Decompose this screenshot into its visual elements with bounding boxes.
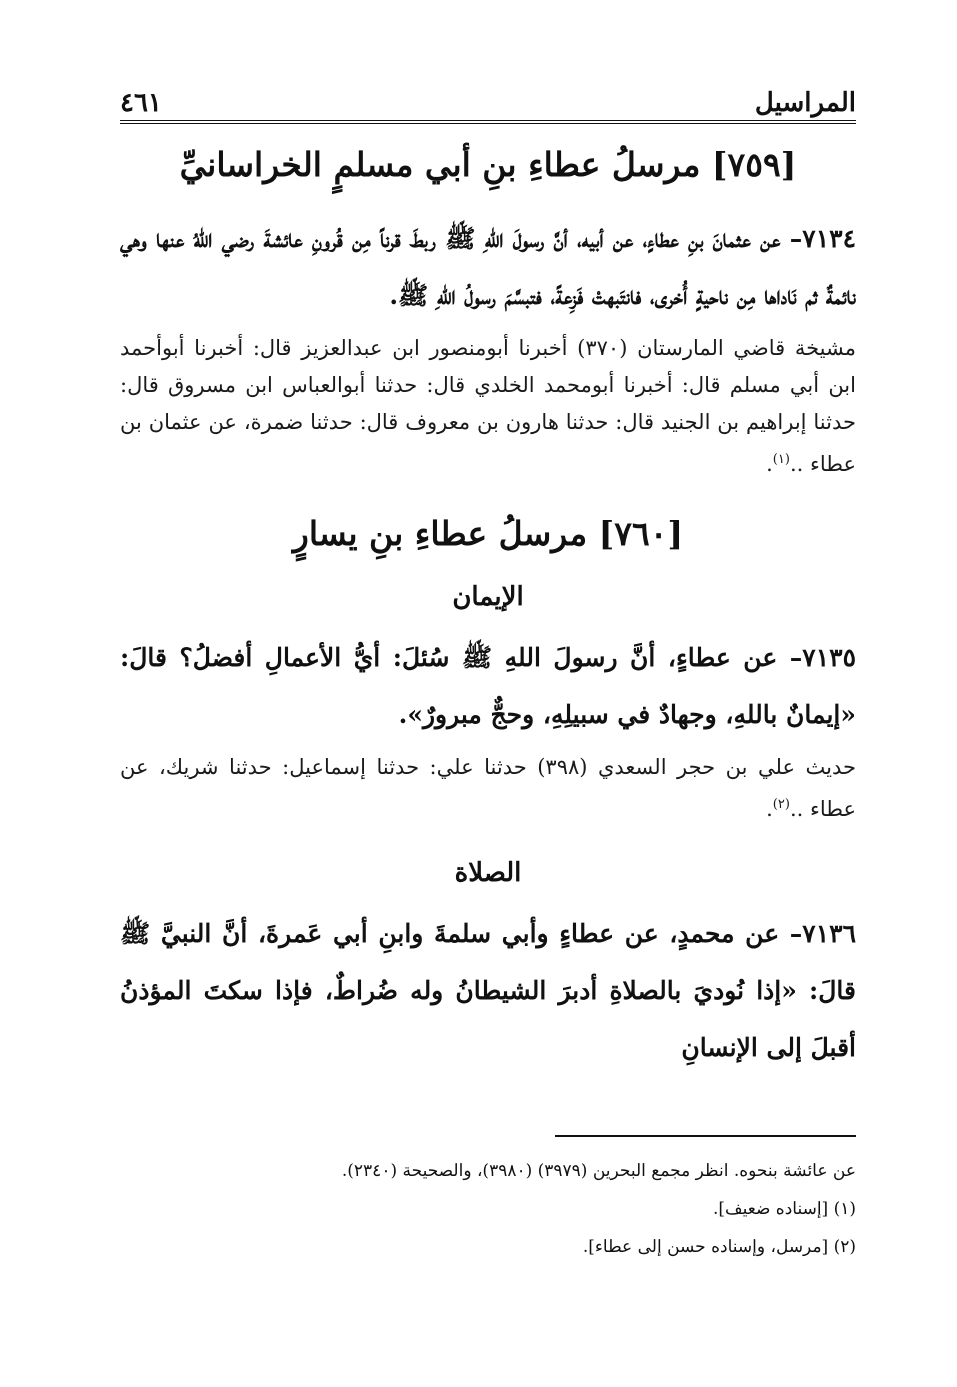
page-number: ٤٦١	[120, 88, 162, 118]
hadith-7134	[120, 210, 856, 324]
isnad-end: .	[766, 797, 773, 821]
footnote-ref-1[interactable]: (١)	[772, 451, 790, 467]
subsection-title-iman: الإيمان	[452, 582, 524, 612]
section-title-760: [٧٦٠] مرسلُ عطاءِ بنِ يسارٍ	[292, 513, 684, 553]
hadith-7135	[120, 629, 856, 743]
isnad-7134	[120, 330, 856, 483]
footnote-continuation: عن عائشة بنحوه. انظر مجمع البحرين (٣٩٧٩) (٣٩٨٠)، والصحيحة (٢٣٤٠).	[341, 1161, 856, 1181]
isnad-end: .	[766, 451, 773, 476]
section-title-759: [٧٥٩] مرسلُ عطاءِ بنِ أبي مسلمٍ الخراسانيِّ	[179, 145, 797, 184]
hadith-number: ٧١٣٦	[802, 919, 856, 948]
page-header	[120, 72, 856, 118]
hadith-7136	[120, 905, 856, 1076]
page-body	[120, 130, 856, 1076]
isnad-text: مشيخة قاضي المارستان (٣٧٠) أخبرنا أبومنصور ابن عبدالعزيز قال: أخبرنا أبوأحمد ابن أبي مسلم قال: أخبرنا أبومحمد الخلدي قال: حدثنا أبوالعباس ابن مسروق قال: حدثنا إبراهيم بن الجنيد قال: حدثنا هارون بن معروف قال: حدثنا ضمرة، عن عثمان بن عطاء ..	[120, 335, 856, 476]
header-rule	[120, 120, 856, 124]
hadith-number: ٧١٣٤	[802, 223, 856, 253]
running-title: المراسيل	[754, 88, 856, 118]
isnad-7135	[120, 749, 856, 828]
hadith-text: – عن عثمانَ بنِ عطاءٍ، عن أبيه، أنَّ رسولَ اللهِ ﷺ ربطَ قرناً مِن قُرونِ عائشةَ رضي اللهُ عنها وهي نائمةٌ ثم نَاداها مِن ناحيةٍ أُخرى، فانتَبهتْ فَزِعةً، فتبسَّمَ رسولُ اللهِ ﷺ.	[120, 223, 856, 310]
footnotes	[120, 1152, 856, 1266]
hadith-text: – عن عطاءٍ، أنَّ رسولَ اللهِ ﷺ سُئلَ: أيُّ الأعمالِ أفضلُ؟ قالَ: «إيمانٌ باللهِ، وجهادٌ في سبيلِهِ، وحجٌّ مبرورٌ».	[120, 643, 856, 729]
isnad-text: حديث علي بن حجر السعدي (٣٩٨) حدثنا علي: حدثنا إسماعيل: حدثنا شريك، عن عطاء ..	[120, 755, 856, 821]
hadith-number: ٧١٣٥	[802, 643, 856, 672]
footnote-1: (١) [إسناده ضعيف].	[712, 1199, 856, 1219]
hadith-text: – عن محمدٍ، عن عطاءٍ وأبي سلمةَ وابنِ أبي عَمرةَ، أنَّ النبيَّ ﷺ قالَ: «إذا نُوديَ بالصلاةِ أدبرَ الشيطانُ وله ضُراطٌ، فإذا سكتَ المؤذنُ أقبلَ إلى الإنسانِ	[120, 919, 856, 1062]
subsection-title-salah: الصلاة	[454, 858, 522, 888]
footnote-ref-2[interactable]: (٢)	[772, 797, 790, 812]
footnote-rule	[555, 1135, 856, 1137]
footnote-2: (٢) [مرسل، وإسناده حسن إلى عطاء].	[582, 1237, 856, 1257]
